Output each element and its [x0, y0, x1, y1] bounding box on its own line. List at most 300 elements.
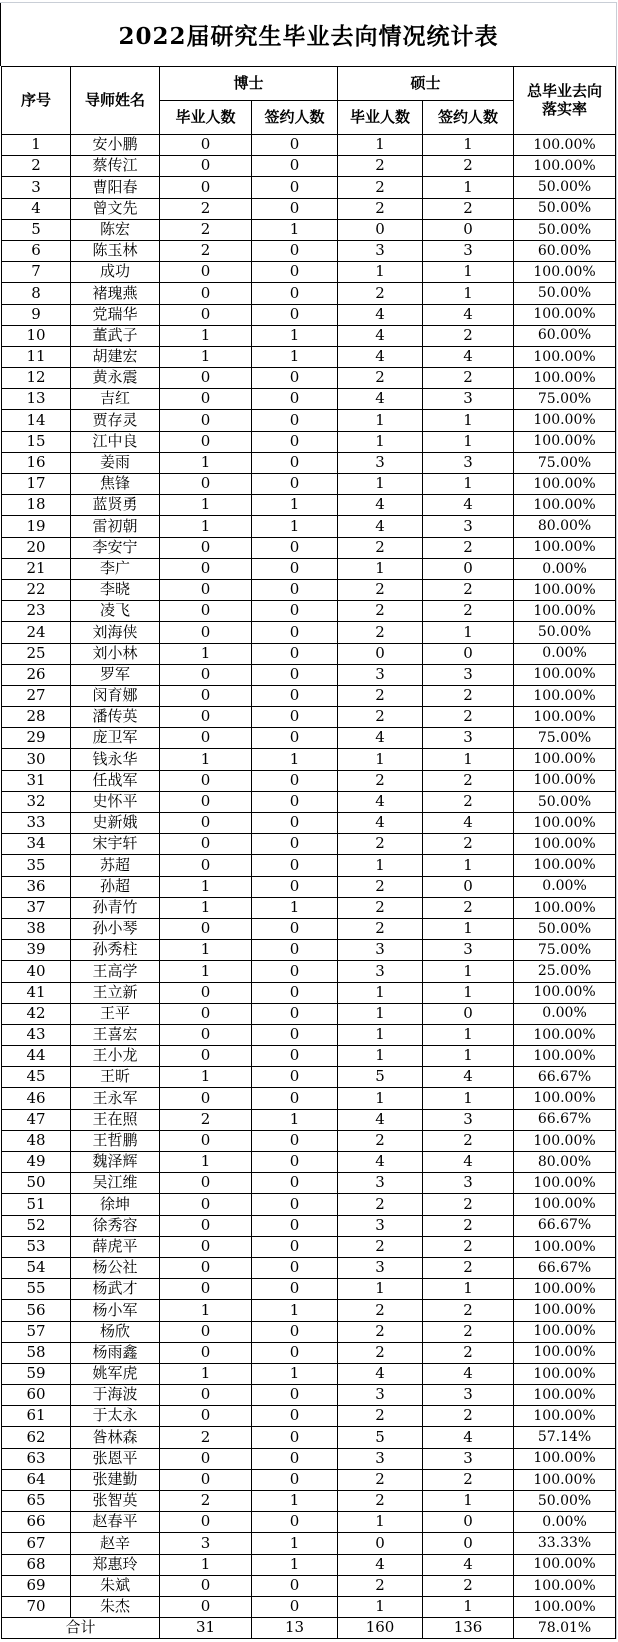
- master-signed: 1: [423, 283, 514, 304]
- master-signed: 1: [423, 1279, 514, 1300]
- employment-rate: 0.00%: [514, 1003, 616, 1024]
- row-number: 36: [2, 876, 71, 897]
- master-signed: 2: [423, 1300, 514, 1321]
- table-row: [2, 897, 616, 918]
- master-graduates: 4: [338, 325, 423, 346]
- phd-graduates: 0: [160, 834, 252, 855]
- master-signed: 1: [423, 474, 514, 495]
- total-master-signed: 136: [423, 1618, 514, 1639]
- phd-signed: 0: [252, 1215, 338, 1236]
- row-number: 64: [2, 1469, 71, 1490]
- row-number: 30: [2, 749, 71, 770]
- table-row: [2, 198, 616, 219]
- table-row: [2, 1554, 616, 1575]
- advisor-name: 苏超: [71, 855, 160, 876]
- phd-graduates: 0: [160, 474, 252, 495]
- table-header: [2, 67, 616, 135]
- phd-signed: 0: [252, 622, 338, 643]
- advisor-name: 王在照: [71, 1109, 160, 1130]
- employment-rate: 0.00%: [514, 1512, 616, 1533]
- phd-graduates: 1: [160, 1363, 252, 1384]
- phd-graduates: 0: [160, 304, 252, 325]
- employment-rate: 75.00%: [514, 389, 616, 410]
- employment-rate: 80.00%: [514, 1152, 616, 1173]
- table-row: [2, 622, 616, 643]
- advisor-name: 江中良: [71, 431, 160, 452]
- advisor-name: 孙青竹: [71, 897, 160, 918]
- advisor-name: 于海波: [71, 1385, 160, 1406]
- master-graduates: 1: [338, 558, 423, 579]
- phd-graduates: 0: [160, 1406, 252, 1427]
- employment-rate: 66.67%: [514, 1215, 616, 1236]
- table-row: [2, 1385, 616, 1406]
- phd-graduates: 0: [160, 707, 252, 728]
- master-graduates: 3: [338, 452, 423, 473]
- master-signed: 2: [423, 1215, 514, 1236]
- advisor-name: 杨公社: [71, 1257, 160, 1278]
- advisor-name: 陈玉林: [71, 240, 160, 261]
- master-graduates: 2: [338, 876, 423, 897]
- employment-rate: 100.00%: [514, 1342, 616, 1363]
- total-phd-graduates: 31: [160, 1618, 252, 1639]
- advisor-name: 徐坤: [71, 1194, 160, 1215]
- row-number: 6: [2, 240, 71, 261]
- table-row: [2, 1236, 616, 1257]
- master-signed: 2: [423, 1342, 514, 1363]
- master-graduates: 3: [338, 1257, 423, 1278]
- master-graduates: 1: [338, 855, 423, 876]
- master-graduates: 2: [338, 1469, 423, 1490]
- table-row: [2, 1024, 616, 1045]
- phd-graduates: 0: [160, 685, 252, 706]
- phd-graduates: 0: [160, 1342, 252, 1363]
- master-signed: 3: [423, 389, 514, 410]
- employment-rate: 0.00%: [514, 876, 616, 897]
- row-number: 24: [2, 622, 71, 643]
- row-number: 29: [2, 728, 71, 749]
- table-row: [2, 1173, 616, 1194]
- advisor-name: 杨欣: [71, 1321, 160, 1342]
- advisor-name: 姚军虎: [71, 1363, 160, 1384]
- phd-signed: 0: [252, 876, 338, 897]
- phd-signed: 1: [252, 1363, 338, 1384]
- master-signed: 0: [423, 1533, 514, 1554]
- master-graduates: 4: [338, 516, 423, 537]
- advisor-name: 朱杰: [71, 1596, 160, 1617]
- master-signed: 2: [423, 537, 514, 558]
- employment-rate: 100.00%: [514, 707, 616, 728]
- employment-rate: 100.00%: [514, 1596, 616, 1617]
- phd-signed: 0: [252, 918, 338, 939]
- table-row: [2, 474, 616, 495]
- row-number: 41: [2, 982, 71, 1003]
- phd-graduates: 0: [160, 410, 252, 431]
- master-graduates: 2: [338, 918, 423, 939]
- statistics-sheet: [0, 2, 617, 1639]
- row-number: 49: [2, 1152, 71, 1173]
- employment-rate: 50.00%: [514, 219, 616, 240]
- header-advisor-name: 导师姓名: [71, 67, 160, 135]
- row-number: 16: [2, 452, 71, 473]
- employment-rate: 60.00%: [514, 325, 616, 346]
- master-signed: 1: [423, 855, 514, 876]
- phd-graduates: 1: [160, 749, 252, 770]
- row-number: 59: [2, 1363, 71, 1384]
- master-graduates: 2: [338, 1194, 423, 1215]
- row-number: 32: [2, 791, 71, 812]
- master-signed: 3: [423, 1109, 514, 1130]
- phd-signed: 0: [252, 1173, 338, 1194]
- phd-signed: 0: [252, 537, 338, 558]
- employment-rate: 66.67%: [514, 1109, 616, 1130]
- table-row: [2, 982, 616, 1003]
- table-row: [2, 1512, 616, 1533]
- employment-rate: 100.00%: [514, 1406, 616, 1427]
- phd-graduates: 1: [160, 495, 252, 516]
- employment-rate: 100.00%: [514, 1300, 616, 1321]
- master-graduates: 1: [338, 1279, 423, 1300]
- phd-signed: 0: [252, 982, 338, 1003]
- table-row: [2, 516, 616, 537]
- phd-graduates: 0: [160, 1448, 252, 1469]
- row-number: 15: [2, 431, 71, 452]
- employment-rate: 100.00%: [514, 1363, 616, 1384]
- employment-rate: 100.00%: [514, 1046, 616, 1067]
- phd-graduates: 0: [160, 537, 252, 558]
- phd-graduates: 0: [160, 855, 252, 876]
- master-signed: 4: [423, 1067, 514, 1088]
- master-signed: 1: [423, 749, 514, 770]
- row-number: 14: [2, 410, 71, 431]
- master-graduates: 2: [338, 1300, 423, 1321]
- phd-graduates: 0: [160, 728, 252, 749]
- employment-rate: 100.00%: [514, 1130, 616, 1151]
- master-signed: 4: [423, 1363, 514, 1384]
- table-row: [2, 537, 616, 558]
- advisor-name: 李晓: [71, 579, 160, 600]
- master-graduates: 2: [338, 177, 423, 198]
- phd-signed: 0: [252, 664, 338, 685]
- phd-graduates: 0: [160, 431, 252, 452]
- master-graduates: 4: [338, 1152, 423, 1173]
- employment-rate: 100.00%: [514, 431, 616, 452]
- phd-graduates: 0: [160, 982, 252, 1003]
- row-number: 69: [2, 1575, 71, 1596]
- row-number: 13: [2, 389, 71, 410]
- advisor-name: 王昕: [71, 1067, 160, 1088]
- employment-rate: 100.00%: [514, 304, 616, 325]
- master-graduates: 4: [338, 346, 423, 367]
- master-graduates: 2: [338, 1321, 423, 1342]
- employment-rate: 75.00%: [514, 940, 616, 961]
- advisor-name: 郑惠玲: [71, 1554, 160, 1575]
- phd-signed: 0: [252, 685, 338, 706]
- row-number: 40: [2, 961, 71, 982]
- table-row: [2, 643, 616, 664]
- phd-signed: 0: [252, 1067, 338, 1088]
- advisor-name: 李安宁: [71, 537, 160, 558]
- total-employment-rate: 78.01%: [514, 1618, 616, 1639]
- advisor-name: 罗军: [71, 664, 160, 685]
- master-graduates: 3: [338, 1215, 423, 1236]
- phd-graduates: 2: [160, 198, 252, 219]
- row-number: 58: [2, 1342, 71, 1363]
- advisor-name: 褚瑰燕: [71, 283, 160, 304]
- table-row: [2, 368, 616, 389]
- header-employment-rate: [514, 67, 616, 135]
- master-signed: 1: [423, 177, 514, 198]
- table-row: [2, 346, 616, 367]
- row-number: 66: [2, 1512, 71, 1533]
- row-number: 61: [2, 1406, 71, 1427]
- master-signed: 4: [423, 304, 514, 325]
- table-row: [2, 177, 616, 198]
- phd-signed: 0: [252, 558, 338, 579]
- master-graduates: 5: [338, 1427, 423, 1448]
- master-graduates: 2: [338, 1406, 423, 1427]
- advisor-name: 张恩平: [71, 1448, 160, 1469]
- employment-rate: 100.00%: [514, 346, 616, 367]
- phd-graduates: 0: [160, 1046, 252, 1067]
- row-number: 23: [2, 601, 71, 622]
- master-signed: 1: [423, 410, 514, 431]
- master-graduates: 3: [338, 1385, 423, 1406]
- phd-graduates: 0: [160, 601, 252, 622]
- phd-graduates: 1: [160, 1554, 252, 1575]
- phd-signed: 0: [252, 1279, 338, 1300]
- master-signed: 0: [423, 643, 514, 664]
- phd-signed: 1: [252, 325, 338, 346]
- phd-graduates: 0: [160, 558, 252, 579]
- phd-signed: 1: [252, 346, 338, 367]
- employment-rate: 100.00%: [514, 1024, 616, 1045]
- master-signed: 4: [423, 1427, 514, 1448]
- master-signed: 1: [423, 622, 514, 643]
- employment-rate: 100.00%: [514, 1469, 616, 1490]
- table-row: [2, 813, 616, 834]
- advisor-name: 吴江维: [71, 1173, 160, 1194]
- table-row: [2, 325, 616, 346]
- phd-graduates: 1: [160, 940, 252, 961]
- advisor-name: 李广: [71, 558, 160, 579]
- master-graduates: 1: [338, 431, 423, 452]
- advisor-name: 闵育娜: [71, 685, 160, 706]
- master-graduates: 0: [338, 643, 423, 664]
- advisor-name: 安小鹏: [71, 135, 160, 156]
- table-row: [2, 262, 616, 283]
- phd-graduates: 0: [160, 1088, 252, 1109]
- advisor-name: 于太永: [71, 1406, 160, 1427]
- header-phd-signed: 签约人数: [252, 101, 338, 135]
- master-graduates: 2: [338, 537, 423, 558]
- employment-rate: 50.00%: [514, 622, 616, 643]
- advisor-name: 吉红: [71, 389, 160, 410]
- employment-rate: 100.00%: [514, 982, 616, 1003]
- phd-graduates: 0: [160, 1257, 252, 1278]
- advisor-name: 陈宏: [71, 219, 160, 240]
- phd-graduates: 2: [160, 1109, 252, 1130]
- row-number: 50: [2, 1173, 71, 1194]
- phd-signed: 0: [252, 156, 338, 177]
- table-row: [2, 1300, 616, 1321]
- table-row: [2, 410, 616, 431]
- table-row: [2, 728, 616, 749]
- employment-rate: 100.00%: [514, 601, 616, 622]
- master-graduates: 1: [338, 1003, 423, 1024]
- master-graduates: 1: [338, 410, 423, 431]
- master-signed: 2: [423, 707, 514, 728]
- phd-signed: 0: [252, 1194, 338, 1215]
- row-number: 4: [2, 198, 71, 219]
- master-signed: 2: [423, 685, 514, 706]
- phd-signed: 0: [252, 262, 338, 283]
- master-signed: 4: [423, 1554, 514, 1575]
- employment-rate: 0.00%: [514, 643, 616, 664]
- row-number: 54: [2, 1257, 71, 1278]
- table-row: [2, 135, 616, 156]
- table-row: [2, 855, 616, 876]
- master-signed: 3: [423, 728, 514, 749]
- employment-rate: 66.67%: [514, 1067, 616, 1088]
- master-signed: 4: [423, 813, 514, 834]
- master-signed: 1: [423, 918, 514, 939]
- phd-signed: 0: [252, 643, 338, 664]
- employment-rate: 100.00%: [514, 1554, 616, 1575]
- total-phd-signed: 13: [252, 1618, 338, 1639]
- employment-rate: 100.00%: [514, 495, 616, 516]
- phd-signed: 0: [252, 1088, 338, 1109]
- master-graduates: 1: [338, 1596, 423, 1617]
- row-number: 1: [2, 135, 71, 156]
- master-graduates: 3: [338, 664, 423, 685]
- master-signed: 2: [423, 325, 514, 346]
- master-graduates: 3: [338, 1173, 423, 1194]
- master-graduates: 4: [338, 1109, 423, 1130]
- table-row: [2, 940, 616, 961]
- employment-rate: 66.67%: [514, 1257, 616, 1278]
- row-number: 60: [2, 1385, 71, 1406]
- phd-signed: 1: [252, 897, 338, 918]
- row-number: 45: [2, 1067, 71, 1088]
- phd-signed: 0: [252, 1130, 338, 1151]
- phd-signed: 0: [252, 855, 338, 876]
- phd-graduates: 1: [160, 516, 252, 537]
- table-row: [2, 283, 616, 304]
- employment-rate: 100.00%: [514, 685, 616, 706]
- row-number: 37: [2, 897, 71, 918]
- phd-graduates: 0: [160, 1385, 252, 1406]
- table-row: [2, 495, 616, 516]
- master-signed: 3: [423, 240, 514, 261]
- master-graduates: 2: [338, 601, 423, 622]
- table-row: [2, 1448, 616, 1469]
- advisor-name: 孙秀柱: [71, 940, 160, 961]
- phd-signed: 0: [252, 961, 338, 982]
- master-graduates: 1: [338, 262, 423, 283]
- employment-rate: 100.00%: [514, 770, 616, 791]
- phd-graduates: 1: [160, 452, 252, 473]
- row-number: 53: [2, 1236, 71, 1257]
- phd-graduates: 0: [160, 1236, 252, 1257]
- phd-graduates: 0: [160, 1469, 252, 1490]
- master-graduates: 4: [338, 304, 423, 325]
- advisor-name: 史怀平: [71, 791, 160, 812]
- phd-graduates: 1: [160, 961, 252, 982]
- row-number: 47: [2, 1109, 71, 1130]
- master-signed: 3: [423, 1385, 514, 1406]
- master-signed: 2: [423, 1575, 514, 1596]
- phd-signed: 0: [252, 177, 338, 198]
- master-graduates: 2: [338, 1575, 423, 1596]
- header-row-groups: [2, 67, 616, 101]
- master-signed: 2: [423, 1130, 514, 1151]
- advisor-name: 曾文先: [71, 198, 160, 219]
- master-signed: 1: [423, 262, 514, 283]
- total-row: [2, 1618, 616, 1639]
- row-number: 63: [2, 1448, 71, 1469]
- row-number: 56: [2, 1300, 71, 1321]
- master-graduates: 1: [338, 1512, 423, 1533]
- row-number: 67: [2, 1533, 71, 1554]
- advisor-name: 刘小林: [71, 643, 160, 664]
- phd-graduates: 1: [160, 897, 252, 918]
- advisor-name: 宋宇轩: [71, 834, 160, 855]
- advisor-name: 黄永震: [71, 368, 160, 389]
- phd-signed: 0: [252, 834, 338, 855]
- master-signed: 2: [423, 1321, 514, 1342]
- master-graduates: 2: [338, 834, 423, 855]
- employment-rate: 75.00%: [514, 728, 616, 749]
- table-footer: [2, 1618, 616, 1639]
- phd-graduates: 0: [160, 1173, 252, 1194]
- phd-signed: 0: [252, 579, 338, 600]
- row-number: 22: [2, 579, 71, 600]
- phd-graduates: 1: [160, 346, 252, 367]
- table-row: [2, 1088, 616, 1109]
- phd-signed: 0: [252, 1406, 338, 1427]
- row-number: 20: [2, 537, 71, 558]
- table-row: [2, 664, 616, 685]
- phd-graduates: 1: [160, 325, 252, 346]
- phd-graduates: 2: [160, 240, 252, 261]
- page-title: 2022届研究生毕业去向情况统计表: [118, 23, 499, 50]
- master-signed: 2: [423, 156, 514, 177]
- row-number: 33: [2, 813, 71, 834]
- advisor-name: 成功: [71, 262, 160, 283]
- phd-signed: 0: [252, 452, 338, 473]
- row-number: 70: [2, 1596, 71, 1617]
- master-signed: 2: [423, 834, 514, 855]
- row-number: 34: [2, 834, 71, 855]
- master-graduates: 1: [338, 1046, 423, 1067]
- phd-graduates: 1: [160, 876, 252, 897]
- master-signed: 1: [423, 1088, 514, 1109]
- row-number: 27: [2, 685, 71, 706]
- table-row: [2, 918, 616, 939]
- header-employment-rate-line2: 落实率: [542, 99, 588, 118]
- phd-graduates: 0: [160, 918, 252, 939]
- phd-signed: 0: [252, 1469, 338, 1490]
- employment-rate: 100.00%: [514, 156, 616, 177]
- employment-rate: 80.00%: [514, 516, 616, 537]
- master-graduates: 3: [338, 1448, 423, 1469]
- phd-graduates: 0: [160, 622, 252, 643]
- row-number: 25: [2, 643, 71, 664]
- master-signed: 0: [423, 219, 514, 240]
- employment-rate: 50.00%: [514, 918, 616, 939]
- table-row: [2, 304, 616, 325]
- master-graduates: 4: [338, 813, 423, 834]
